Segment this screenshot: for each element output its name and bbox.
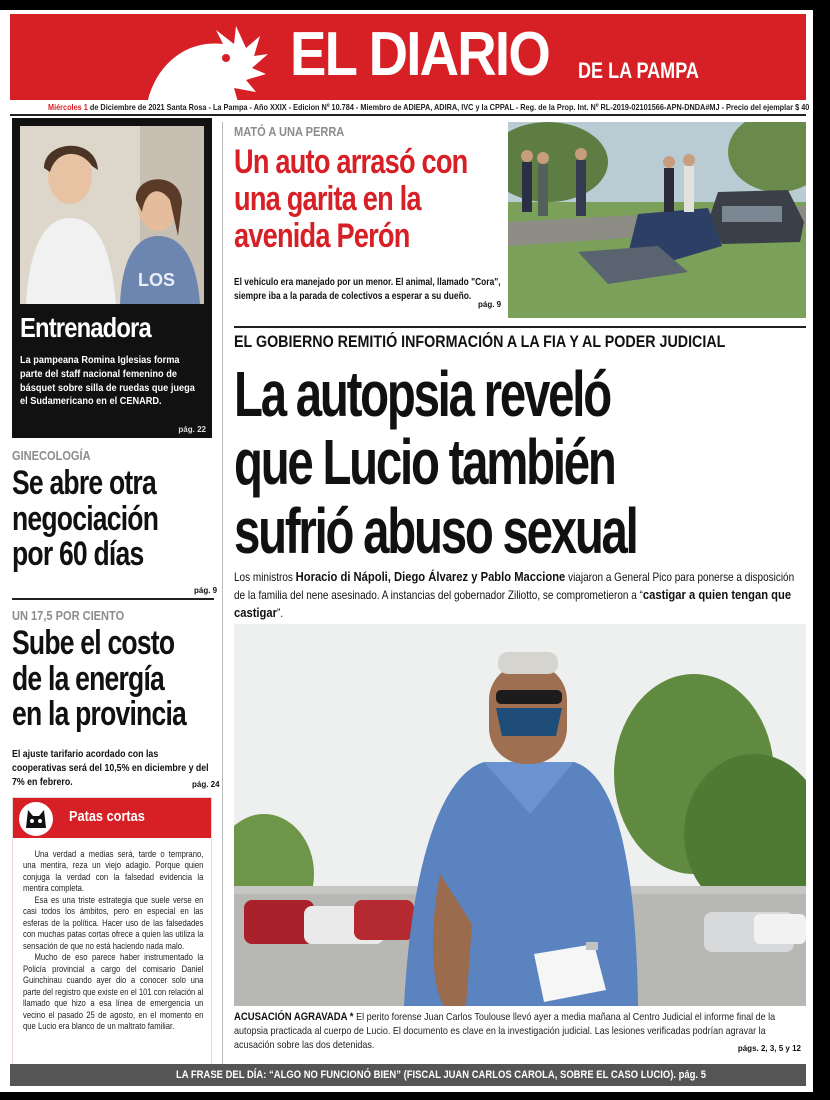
main-kicker: EL GOBIERNO REMITIÓ INFORMACIÓN A LA FIA Y AL PODER JUDICIAL bbox=[234, 332, 726, 351]
caption-mark: * bbox=[347, 1011, 357, 1023]
main-page-ref: págs. 2, 3, 5 y 12 bbox=[737, 1044, 801, 1053]
bird-logo-icon bbox=[128, 22, 268, 100]
dateline bbox=[48, 102, 810, 112]
masthead bbox=[10, 14, 806, 100]
energy-kicker: UN 17,5 POR CIENTO bbox=[12, 608, 125, 623]
main-photo bbox=[234, 624, 806, 1006]
energy-text: El ajuste tarifario acordado con las cooperativas será del 10,5% en diciembre y del 7% en febrero. bbox=[12, 749, 209, 788]
car-page-ref: pág. 9 bbox=[478, 300, 502, 309]
lead-text: viajaron a General Pico para ponerse a disposición de la familia del nene asesinado. A instancias del gobernador Ziliotto, se comprometieron a “ bbox=[234, 571, 795, 602]
gine-headline: Se abre otra negociación por 60 días bbox=[12, 464, 159, 574]
car-headline: Un auto arrasó con una garita en la avenida Perón bbox=[234, 143, 468, 256]
lead-text: Los ministros bbox=[234, 571, 296, 584]
car-text: El vehículo era manejado por un menor. El animal, llamado "Cora", siempre iba a la parada de colectivos a esperar a su dueño. bbox=[234, 277, 501, 302]
patas-paragraph: Mucho de eso parece haber instrumentado la Policía provincial a cargo del comisario Daniel Guinchinau cuando ayer dio a conocer solo una parte del registro que existe en el 101 con relación al llamado que hizo a esa línea de emergencia un vecino el pasado 25 de agosto, en el momento en que Lucio era blanco de un maltrato familiar. bbox=[23, 951, 204, 1032]
energy-page-ref: pág. 24 bbox=[192, 780, 220, 789]
patas-paragraph: Una verdad a medias será, tarde o temprano, una mentira, reza un viejo adagio. Porque quien conjuga la verdad con la falsedad evidencia la mentira completa. bbox=[23, 848, 204, 894]
main-lead bbox=[234, 568, 803, 622]
energy-headline: Sube el costo de la energía en la provincia bbox=[12, 624, 187, 734]
patas-cortas-column bbox=[12, 797, 212, 1067]
caption-title: ACUSACIÓN AGRAVADA bbox=[234, 1011, 348, 1023]
patas-cortas-body bbox=[23, 848, 203, 1032]
issue-details: de Diciembre de 2021 Santa Rosa - La Pampa - Año XXIX - Edicion Nº 10.784 - Miembro de ADIEPA, ADIRA, IVC y la CPPAL - Reg. de la Prop. Int. Nº RL-2019-02101566-APN-DNDA#MJ - Precio del ejemplar $ 40 bbox=[87, 102, 810, 112]
main-photo-caption bbox=[234, 1010, 805, 1053]
car-crash-photo bbox=[508, 122, 806, 318]
lead-quote: castigar a quien tengan que castigar bbox=[234, 586, 792, 620]
newspaper-subtitle: DE LA PAMPA bbox=[578, 58, 699, 83]
feature-box bbox=[12, 118, 212, 438]
feature-page-ref: pág. 22 bbox=[178, 425, 206, 434]
gine-page-ref: pág. 9 bbox=[194, 586, 218, 595]
feature-text: La pampeana Romina Iglesias forma parte del staff nacional femenino de básquet sobre silla de ruedas que juega el Sudamericano en el CENARD. bbox=[20, 355, 195, 408]
issue-date: Miércoles 1 bbox=[48, 102, 88, 112]
masthead-rule bbox=[10, 114, 806, 116]
newspaper-title: EL DIARIO bbox=[290, 20, 550, 89]
lead-names: Horacio di Nápoli, Diego Álvarez y Pablo Maccione bbox=[295, 569, 566, 584]
caption-text: El perito forense Juan Carlos Toulouse llevó ayer a media mañana al Centro Judicial el informe final de la autopsia practicada al cuerpo de Lucio. El documento es clave en la investigación judicial. Las lesiones verificadas podrían agravar la acusación sobre las dos detenidas. bbox=[234, 1012, 776, 1052]
svg-text:LOS: LOS bbox=[138, 270, 176, 290]
car-kicker: MATÓ A UNA PERRA bbox=[234, 124, 345, 139]
newspaper-front-page bbox=[0, 10, 813, 1092]
feature-photo bbox=[20, 126, 204, 304]
column-divider bbox=[222, 122, 223, 1072]
quote-of-the-day: LA FRASE DEL DÍA: “ALGO NO FUNCIONÓ BIEN” (FISCAL JUAN CARLOS CAROLA, SOBRE EL CASO LUCIO). pág. 5 bbox=[176, 1069, 706, 1081]
gine-rule bbox=[12, 598, 214, 600]
patas-cortas-title: Patas cortas bbox=[69, 808, 145, 825]
main-headline: La autopsia reveló que Lucio también sufrió abuso sexual bbox=[234, 358, 637, 567]
patas-paragraph: Esa es una triste estrategia que suele verse en casi todos los ámbitos, pero en especial en las esferas de la política. Hacer uso de las falsedades con muchas patas cortas ofrece a quien las utiliza la sensación de que no está haciendo nada malo. bbox=[23, 893, 204, 951]
lead-text: ”. bbox=[276, 606, 284, 620]
gine-kicker: GINECOLOGÍA bbox=[12, 448, 91, 463]
cat-icon bbox=[17, 800, 55, 838]
main-story-rule bbox=[234, 326, 806, 328]
feature-title: Entrenadora bbox=[20, 312, 151, 343]
quote-of-the-day-bar bbox=[10, 1064, 806, 1086]
